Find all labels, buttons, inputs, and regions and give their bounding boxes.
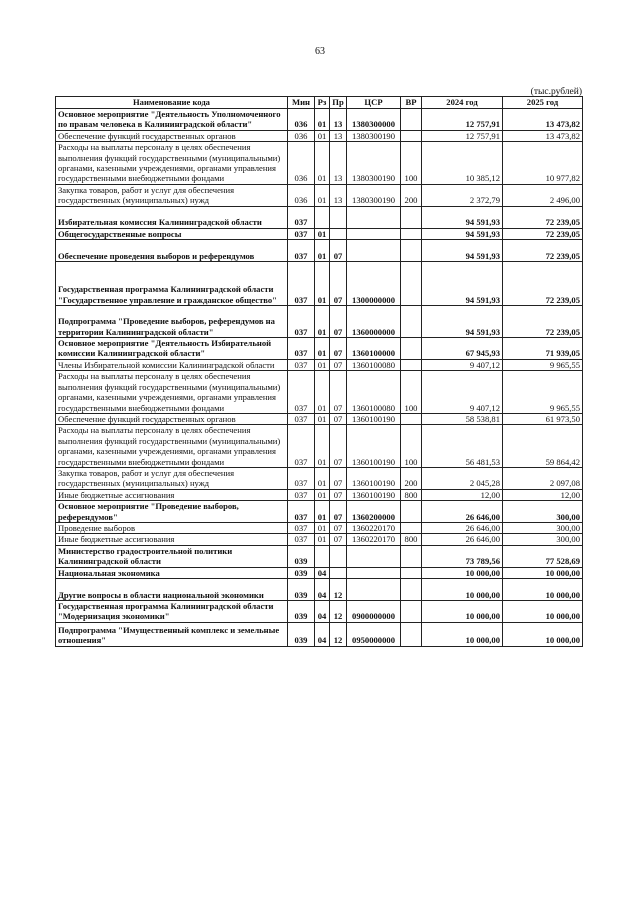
cell-csr: 0900000000 [347,601,401,623]
cell-2025: 72 239,05 [503,262,583,306]
cell-csr: 1300000000 [347,262,401,306]
table-row [56,425,583,468]
cell-csr: 1360220170 [347,522,401,533]
cell-vr [401,109,422,131]
cell-pr: 07 [330,501,347,523]
cell-2024: 10 000,00 [422,622,503,646]
cell-2025: 10 000,00 [503,579,583,601]
cell-rz: 01 [315,501,330,523]
table-row [56,567,583,578]
cell-rz: 04 [315,579,330,601]
cell-csr [347,228,401,239]
cell-2024: 12 757,91 [422,130,503,141]
cell-2024: 67 945,93 [422,338,503,360]
cell-csr: 1360100190 [347,489,401,500]
cell-pr: 12 [330,579,347,601]
cell-rz: 01 [315,240,330,262]
cell-rz: 01 [315,522,330,533]
cell-csr: 1380300190 [347,130,401,141]
cell-csr: 1360100080 [347,359,401,370]
table-row [56,467,583,489]
cell-min: 036 [288,130,315,141]
cell-csr: 0950000000 [347,622,401,646]
cell-2025: 72 239,05 [503,206,583,228]
cell-csr [347,240,401,262]
cell-2025: 300,00 [503,501,583,523]
cell-pr: 07 [330,371,347,414]
cell-2025: 9 965,55 [503,371,583,414]
cell-name: Иные бюджетные ассигнования [56,534,288,545]
cell-pr: 07 [330,359,347,370]
table-row [56,522,583,533]
cell-vr: 100 [401,371,422,414]
cell-min: 037 [288,338,315,360]
cell-min: 037 [288,467,315,489]
cell-2024: 58 538,81 [422,413,503,424]
cell-name: Члены Избирательной комиссии Калининградской области [56,359,288,370]
header-2024: 2024 год [422,97,503,109]
header-rz: Рз [315,97,330,109]
table-row [56,228,583,239]
cell-pr: 07 [330,413,347,424]
cell-vr [401,522,422,533]
cell-2025: 2 496,00 [503,184,583,206]
cell-rz: 01 [315,371,330,414]
cell-csr: 1360220170 [347,534,401,545]
cell-csr: 1360100080 [347,371,401,414]
cell-2024: 94 591,93 [422,306,503,338]
cell-pr: 07 [330,534,347,545]
cell-min: 039 [288,545,315,567]
cell-pr [330,228,347,239]
cell-min: 037 [288,522,315,533]
cell-name: Министерство градостроительной политики Калининградской области [56,545,288,567]
cell-csr: 1380300190 [347,142,401,185]
cell-2025: 300,00 [503,522,583,533]
cell-name: Государственная программа Калининградской области "Государственное управление и гражданское общество" [56,262,288,306]
cell-2025: 12,00 [503,489,583,500]
cell-rz: 01 [315,534,330,545]
cell-name: Подпрограмма "Имущественный комплекс и земельные отношения" [56,622,288,646]
cell-vr [401,306,422,338]
cell-rz [315,206,330,228]
cell-csr: 1360100190 [347,413,401,424]
cell-min: 036 [288,142,315,185]
cell-vr: 800 [401,534,422,545]
cell-vr [401,206,422,228]
cell-rz: 01 [315,130,330,141]
cell-2025: 10 000,00 [503,601,583,623]
cell-min: 039 [288,622,315,646]
table-row [56,338,583,360]
cell-2024: 94 591,93 [422,228,503,239]
cell-pr: 07 [330,262,347,306]
cell-min: 039 [288,579,315,601]
cell-csr: 1360100000 [347,338,401,360]
cell-vr [401,338,422,360]
cell-2025: 10 000,00 [503,567,583,578]
cell-csr [347,579,401,601]
table-row [56,545,583,567]
cell-2024: 2 045,28 [422,467,503,489]
cell-name: Закупка товаров, работ и услуг для обеспечения государственных (муниципальных) нужд [56,467,288,489]
cell-2025: 13 473,82 [503,109,583,131]
cell-pr: 13 [330,130,347,141]
cell-pr: 07 [330,240,347,262]
table-row [56,306,583,338]
cell-2024: 12 757,91 [422,109,503,131]
table-row [56,534,583,545]
cell-name: Расходы на выплаты персоналу в целях обеспечения выполнения функций государственными (муниципальными) органами, казенными учреждениями, органами управления государственными внебюджетными фондами [56,371,288,414]
cell-rz: 01 [315,184,330,206]
header-pr: Пр [330,97,347,109]
cell-vr [401,359,422,370]
cell-vr [401,567,422,578]
cell-min: 037 [288,206,315,228]
cell-rz: 01 [315,467,330,489]
cell-rz: 01 [315,109,330,131]
units-label: (тыс.рублей) [530,87,582,97]
cell-rz: 01 [315,262,330,306]
cell-min: 037 [288,501,315,523]
cell-2024: 10 000,00 [422,567,503,578]
cell-csr: 1360200000 [347,501,401,523]
cell-name: Подпрограмма "Проведение выборов, референдумов на территории Калининградской области" [56,306,288,338]
cell-name: Расходы на выплаты персоналу в целях обеспечения выполнения функций государственными (муниципальными) органами, казенными учреждениями, органами управления государственными внебюджетными фондами [56,142,288,185]
cell-name: Проведение выборов [56,522,288,533]
cell-2024: 9 407,12 [422,359,503,370]
table-row [56,579,583,601]
cell-name: Общегосударственные вопросы [56,228,288,239]
cell-2024: 9 407,12 [422,371,503,414]
cell-2024: 94 591,93 [422,206,503,228]
cell-pr: 07 [330,522,347,533]
cell-min: 037 [288,240,315,262]
header-min: Мин [288,97,315,109]
table-row [56,413,583,424]
cell-rz: 01 [315,338,330,360]
cell-2024: 94 591,93 [422,262,503,306]
cell-rz: 01 [315,425,330,468]
cell-csr: 1360000000 [347,306,401,338]
table-row [56,359,583,370]
cell-2025: 59 864,42 [503,425,583,468]
cell-name: Другие вопросы в области национальной экономики [56,579,288,601]
cell-vr: 800 [401,489,422,500]
cell-min: 037 [288,262,315,306]
cell-pr: 07 [330,306,347,338]
cell-2024: 94 591,93 [422,240,503,262]
cell-rz: 01 [315,142,330,185]
cell-2025: 72 239,05 [503,240,583,262]
cell-min: 037 [288,371,315,414]
cell-vr [401,240,422,262]
cell-pr: 13 [330,142,347,185]
cell-vr: 100 [401,425,422,468]
cell-pr [330,567,347,578]
cell-2025: 10 977,82 [503,142,583,185]
cell-csr: 1380300190 [347,184,401,206]
cell-2025: 300,00 [503,534,583,545]
cell-2024: 12,00 [422,489,503,500]
cell-name: Государственная программа Калининградской области "Модернизация экономики" [56,601,288,623]
cell-name: Избирательная комиссия Калининградской области [56,206,288,228]
table-row [56,501,583,523]
table-row [56,130,583,141]
cell-2024: 26 646,00 [422,501,503,523]
cell-pr: 12 [330,622,347,646]
cell-name: Обеспечение проведения выборов и референдумов [56,240,288,262]
cell-name: Обеспечение функций государственных органов [56,130,288,141]
table-row [56,240,583,262]
cell-vr [401,262,422,306]
budget-table [55,96,583,647]
cell-2025: 61 973,50 [503,413,583,424]
cell-min: 039 [288,567,315,578]
cell-rz: 01 [315,413,330,424]
cell-2024: 2 372,79 [422,184,503,206]
cell-vr: 200 [401,467,422,489]
cell-2024: 10 385,12 [422,142,503,185]
cell-rz: 01 [315,306,330,338]
cell-name: Национальная экономика [56,567,288,578]
cell-pr: 07 [330,425,347,468]
cell-2024: 10 000,00 [422,579,503,601]
header-2025: 2025 год [503,97,583,109]
cell-vr [401,413,422,424]
header-csr: ЦСР [347,97,401,109]
header-vr: ВР [401,97,422,109]
cell-name: Расходы на выплаты персоналу в целях обеспечения выполнения функций государственными (муниципальными) органами, казенными учреждениями, органами управления государственными внебюджетными фондами [56,425,288,468]
cell-2024: 26 646,00 [422,522,503,533]
cell-pr: 13 [330,184,347,206]
cell-2024: 56 481,53 [422,425,503,468]
cell-vr: 100 [401,142,422,185]
cell-pr: 13 [330,109,347,131]
cell-rz: 01 [315,228,330,239]
table-row [56,371,583,414]
cell-min: 037 [288,359,315,370]
cell-rz: 01 [315,489,330,500]
cell-rz: 01 [315,359,330,370]
cell-csr [347,567,401,578]
cell-rz: 04 [315,567,330,578]
cell-name: Основное мероприятие "Деятельность Избирательной комиссии Калининградской области" [56,338,288,360]
cell-vr [401,130,422,141]
cell-name: Закупка товаров, работ и услуг для обеспечения государственных (муниципальных) нужд [56,184,288,206]
cell-csr: 1360100190 [347,467,401,489]
table-body [56,109,583,647]
cell-min: 037 [288,306,315,338]
table-row [56,206,583,228]
cell-2025: 2 097,08 [503,467,583,489]
cell-2025: 71 939,05 [503,338,583,360]
cell-2024: 26 646,00 [422,534,503,545]
table-row [56,142,583,185]
cell-pr: 07 [330,489,347,500]
cell-rz: 04 [315,601,330,623]
cell-min: 039 [288,601,315,623]
cell-name: Основное мероприятие "Деятельность Уполномоченного по правам человека в Калининградской области" [56,109,288,131]
table-header-row [56,97,583,109]
cell-min: 037 [288,413,315,424]
cell-2025: 10 000,00 [503,622,583,646]
table-row [56,184,583,206]
cell-name: Иные бюджетные ассигнования [56,489,288,500]
cell-2025: 9 965,55 [503,359,583,370]
cell-min: 037 [288,425,315,468]
cell-min: 036 [288,109,315,131]
cell-csr [347,206,401,228]
table-row [56,262,583,306]
cell-2024: 10 000,00 [422,601,503,623]
cell-name: Основное мероприятие "Проведение выборов, референдумов" [56,501,288,523]
cell-vr [401,228,422,239]
cell-pr [330,206,347,228]
cell-vr [401,601,422,623]
cell-name: Обеспечение функций государственных органов [56,413,288,424]
cell-min: 036 [288,184,315,206]
cell-vr [401,579,422,601]
cell-min: 037 [288,228,315,239]
cell-vr [401,501,422,523]
cell-vr [401,545,422,567]
cell-min: 037 [288,534,315,545]
cell-pr: 07 [330,338,347,360]
table-row [56,622,583,646]
cell-rz: 04 [315,622,330,646]
cell-2025: 13 473,82 [503,130,583,141]
cell-rz [315,545,330,567]
cell-csr [347,545,401,567]
cell-2024: 73 789,56 [422,545,503,567]
cell-2025: 72 239,05 [503,228,583,239]
cell-csr: 1380300000 [347,109,401,131]
cell-vr [401,622,422,646]
cell-pr: 12 [330,601,347,623]
header-name: Наименование кода [56,97,288,109]
cell-vr: 200 [401,184,422,206]
cell-2025: 77 528,69 [503,545,583,567]
cell-pr: 07 [330,467,347,489]
cell-pr [330,545,347,567]
table-row [56,489,583,500]
page-number: 63 [315,46,325,57]
cell-csr: 1360100190 [347,425,401,468]
table-row [56,109,583,131]
table-row [56,601,583,623]
cell-min: 037 [288,489,315,500]
cell-2025: 72 239,05 [503,306,583,338]
